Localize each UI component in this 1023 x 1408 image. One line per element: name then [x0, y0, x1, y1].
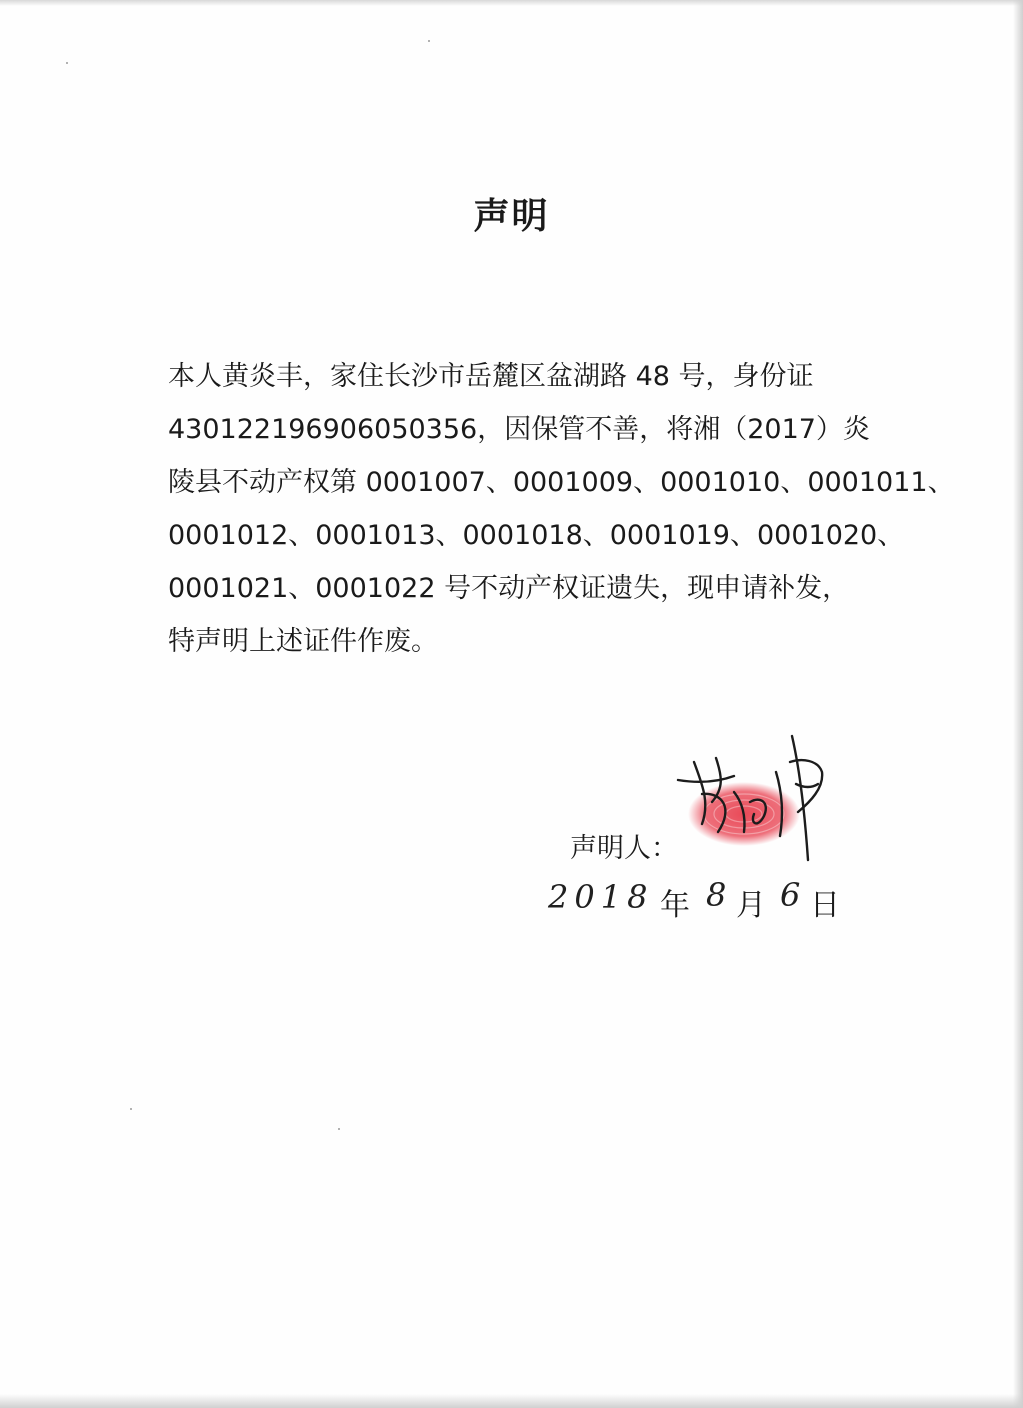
scan-edge-top — [0, 0, 1023, 6]
scan-speck — [130, 1108, 132, 1110]
date-year: 2018 — [548, 878, 654, 916]
signer-label: 声明人： — [570, 833, 678, 864]
date-day-unit: 日 — [810, 888, 840, 923]
scan-edge-bottom — [0, 1394, 1023, 1408]
handwritten-signature — [672, 732, 832, 864]
declaration-date — [548, 872, 848, 932]
body-line: 本人黄炎丰，家住长沙市岳麓区盆湖路 48 号，身份证 — [168, 361, 814, 392]
body-line: 430122196906050356，因保管不善，将湘（2017）炎 — [168, 414, 870, 445]
body-line: 0001021、0001022 号不动产权证遗失，现申请补发， — [168, 573, 850, 604]
body-line: 0001012、0001013、0001018、0001019、0001020、 — [168, 520, 905, 551]
declaration-body — [168, 350, 955, 668]
document-title: 声明 — [473, 196, 550, 237]
date-day: 6 — [780, 876, 801, 914]
scan-speck — [428, 40, 430, 42]
body-line: 陵县不动产权第 0001007、0001009、0001010、0001011、 — [168, 467, 955, 498]
date-month-unit: 月 — [736, 888, 766, 923]
date-year-unit: 年 — [660, 888, 690, 923]
scan-speck — [66, 62, 68, 64]
date-month: 8 — [706, 876, 727, 914]
scan-speck — [338, 1128, 340, 1130]
body-line: 特声明上述证件作废。 — [168, 626, 438, 657]
